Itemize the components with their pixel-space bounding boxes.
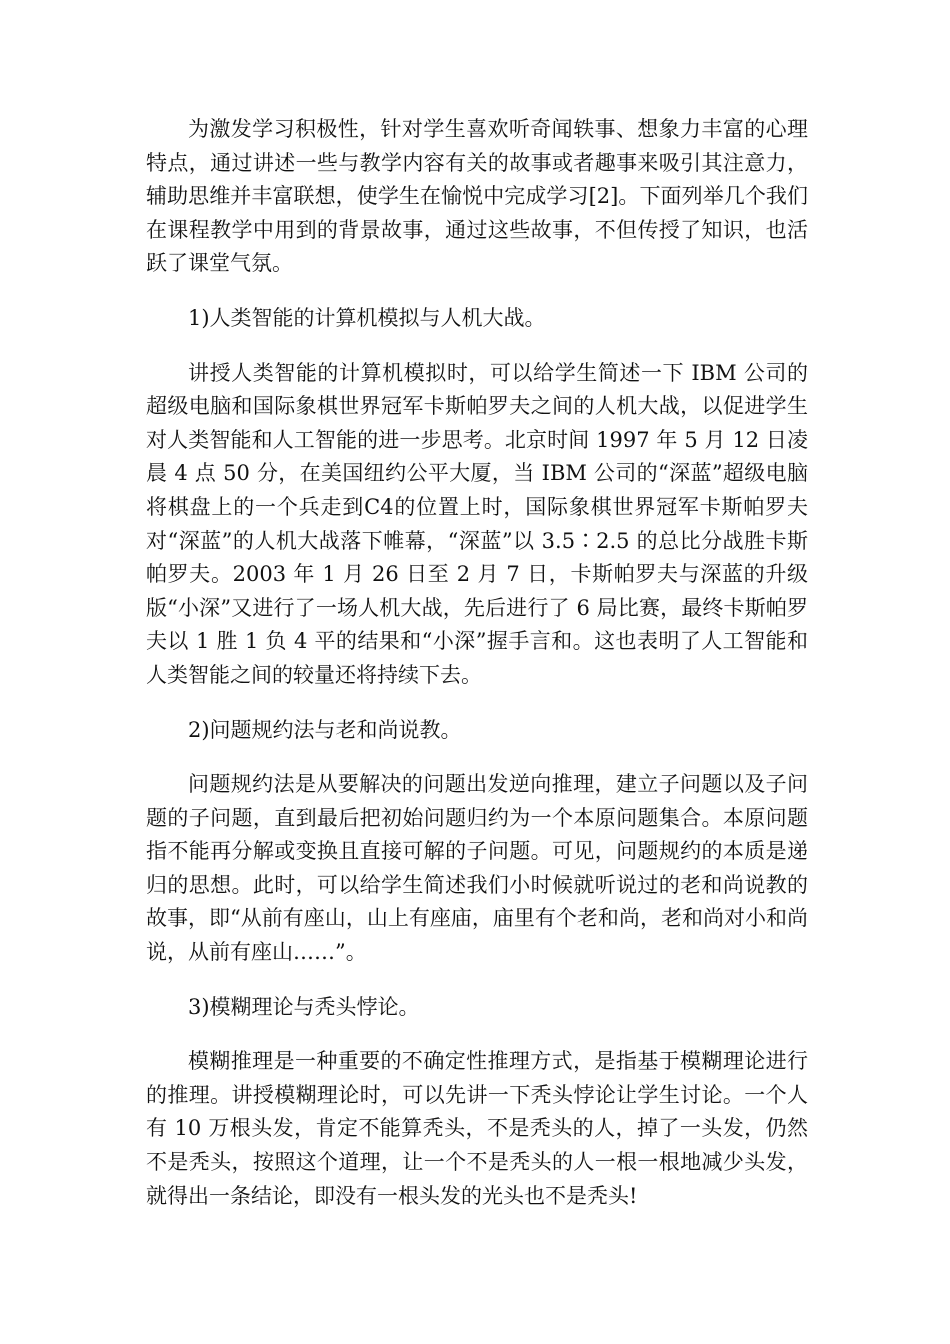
section-heading-3: 3)模糊理论与秃头悖论。 — [188, 994, 420, 1019]
section-heading-2: 2)问题规约法与老和尚说教。 — [188, 717, 462, 742]
section-paragraph-3: 模糊推理是一种重要的不确定性推理方式，是指基于模糊理论进行的推理。讲授模糊理论时，可以先讲一下秃头悖论让学生讨论。一个人有 10 万根头发，肯定不能算秃头，不是秃头的人，掉了一头发，仍然不是秃头，按照这个道理，让一个不是秃头的人一根一根地减少头发，就得出一条结论，即没有一根头发的光头也不是秃头! — [146, 1049, 808, 1208]
intro-paragraph: 为激发学习积极性，针对学生喜欢听奇闻轶事、想象力丰富的心理特点，通过讲述一些与教学内容有关的故事或者趣事来吸引其注意力，辅助思维并丰富联想，使学生在愉悦中完成学习[2]。下面列举几个我们在课程教学中用到的背景故事，通过这些故事，不但传授了知识，也活跃了课堂气氛。 — [146, 117, 808, 276]
section-paragraph-2: 问题规约法是从要解决的问题出发逆向推理，建立子问题以及子问题的子问题，直到最后把初始问题归约为一个本原问题集合。本原问题指不能再分解或变换且直接可解的子问题。可见，问题规约的本质是递归的思想。此时，可以给学生简述我们小时候就听说过的老和尚说教的故事，即“从前有座山，山上有座庙，庙里有个老和尚，老和尚对小和尚说，从前有座山……”。 — [146, 772, 808, 965]
section-heading-1: 1)人类智能的计算机模拟与人机大战。 — [188, 305, 546, 330]
document-body — [146, 113, 808, 1213]
section-paragraph-1: 讲授人类智能的计算机模拟时，可以给学生简述一下 IBM 公司的超级电脑和国际象棋世界冠军卡斯帕罗夫之间的人机大战，以促进学生对人类智能和人工智能的进一步思考。北京时间 1997 年 5 月 12 日凌晨 4 点 50 分，在美国纽约公平大厦，当 IBM 公司的“深蓝”超级电脑将棋盘上的一个兵走到C4的位置上时，国际象棋世界冠军卡斯帕罗夫对“深蓝”的人机大战落下帷幕，“深蓝”以 3.5∶2.5 的总比分战胜卡斯帕罗夫。2003 年 1 月 26 日至 2 月 7 日，卡斯帕罗夫与深蓝的升级版“小深”又进行了一场人机大战，先后进行了 6 局比赛，最终卡斯帕罗夫以 1 胜 1 负 4 平的结果和“小深”握手言和。这也表明了人工智能和人类智能之间的较量还将持续下去。 — [146, 360, 808, 687]
